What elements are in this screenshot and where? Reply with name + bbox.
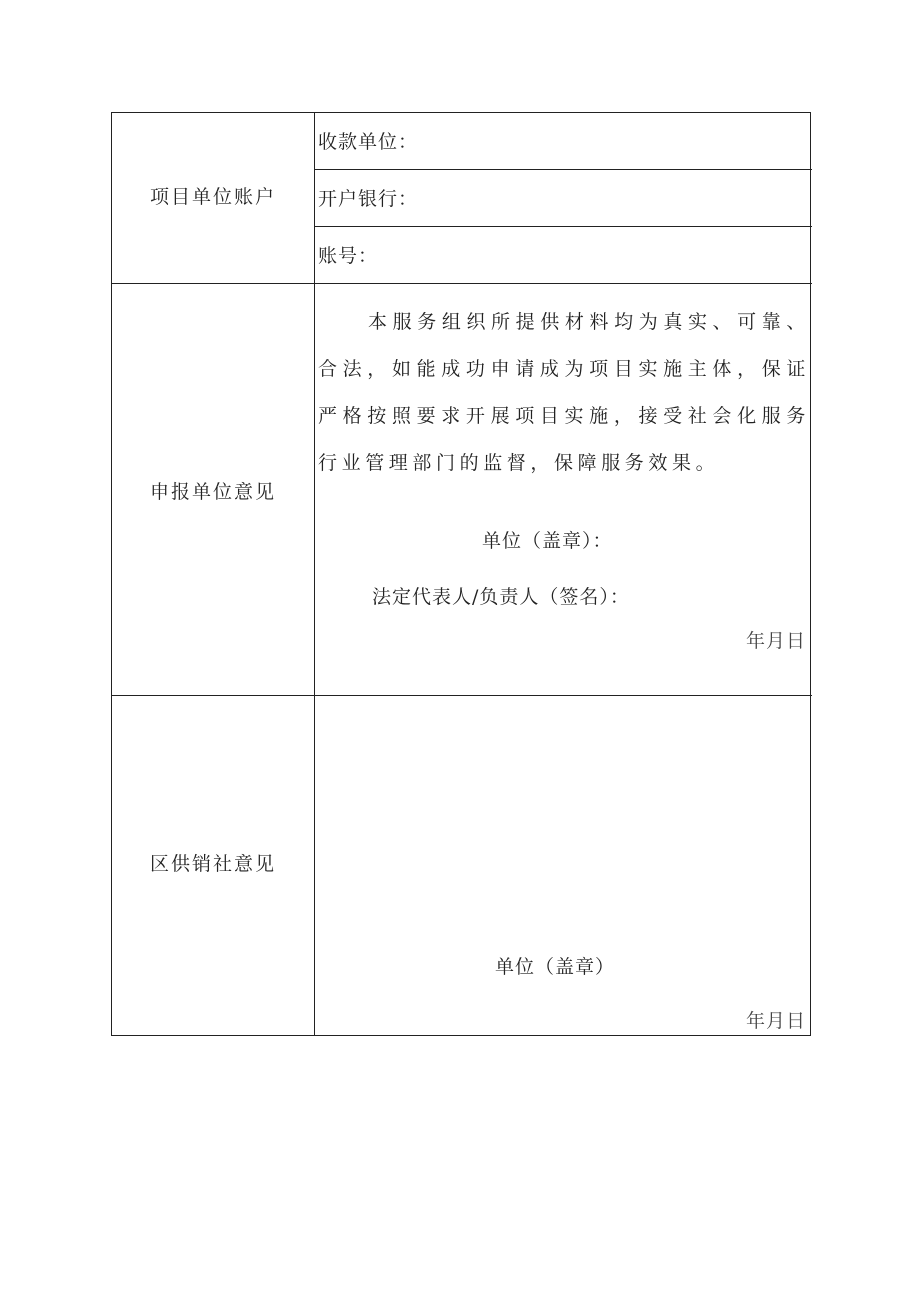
applicant-seal-line: 单位（盖章）： [482,530,613,552]
row-divider-bank [314,226,812,227]
payee-field-label: 收款单位： [318,131,419,153]
applicant-statement: 本服务组织所提供材料均为真实、可靠、合法，如能成功申请成为项目实施主体，保证严格按照要求开展项目实施，接受社会化服务行业管理部门的监督，保障服务效果。 [318,311,810,474]
applicant-section-label: 申报单位意见 [149,481,276,503]
applicant-date-line: 年月日 [745,630,806,652]
column-divider [314,113,315,1035]
application-form-table [111,112,811,1036]
district-seal-line: 单位（盖章） [495,956,616,978]
district-section-label: 区供销社意见 [149,853,276,875]
row-divider-account-section [112,283,812,284]
account-number-field-label: 账号： [318,245,379,267]
bank-field-label: 开户银行： [318,188,419,210]
applicant-signature-line: 法定代表人/负责人（签名）： [372,586,630,608]
district-date-line: 年月日 [745,1010,806,1032]
row-divider-applicant-section [112,695,812,696]
account-section-label: 项目单位账户 [149,186,276,208]
row-divider-payee [314,169,812,170]
